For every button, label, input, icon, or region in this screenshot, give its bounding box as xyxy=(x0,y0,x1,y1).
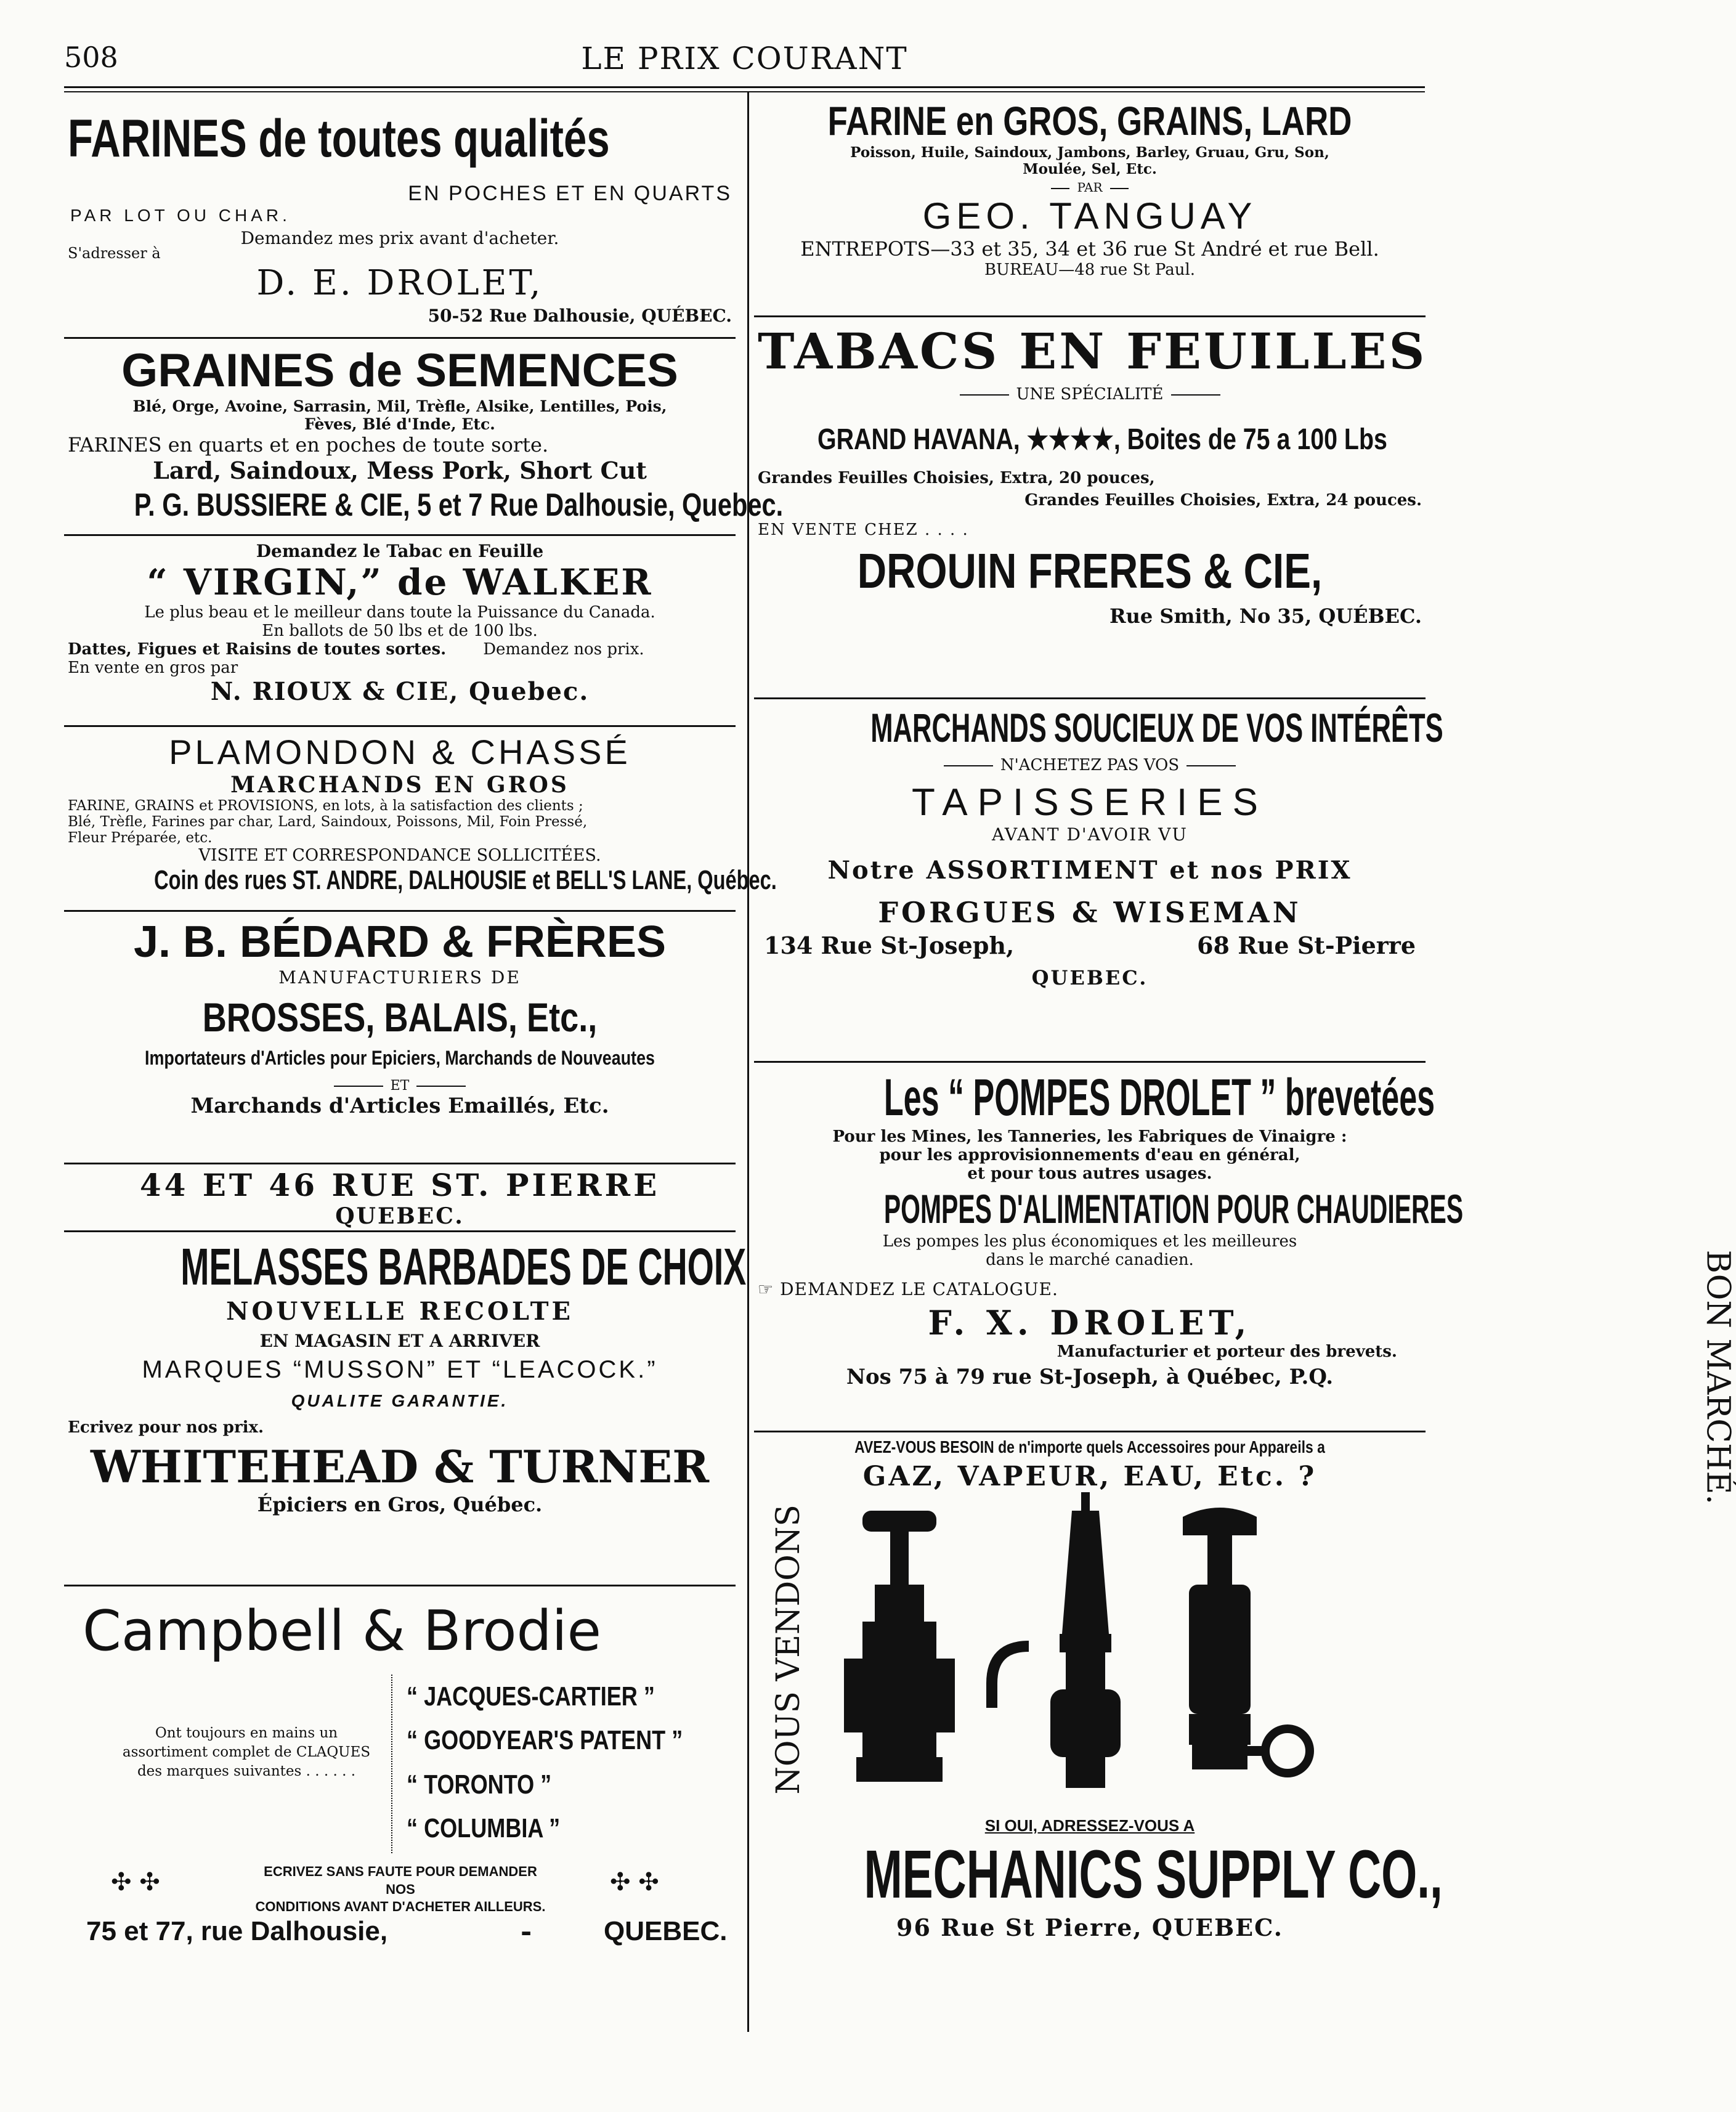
ad-line: MARQUES “MUSSON” ET “LEACOCK.” xyxy=(142,1356,658,1383)
pointing-hand-icon: ☞ xyxy=(758,1279,774,1299)
ad-virgin-rioux xyxy=(64,536,736,727)
ad-line: Blé, Orge, Avoine, Sarrasin, Mil, Trèfle, Alsike, Lentilles, Pois, xyxy=(132,397,667,415)
ad-title: GRAINES de SEMENCES xyxy=(121,344,678,397)
ad-line: ET xyxy=(390,1078,410,1094)
ad-line: Poisson, Huile, Saindoux, Jambons, Barley, Gruau, Gru, Son, xyxy=(850,144,1329,161)
ad-line: EN MAGASIN ET A ARRIVER xyxy=(259,1331,540,1351)
ad-line: QUALITE GARANTIE. xyxy=(291,1391,509,1410)
ad-line: ECRIVEZ SANS FAUTE POUR DEMANDER NOS xyxy=(264,1864,537,1897)
ad-line: AVEZ-VOUS BESOIN de n'importe quels Accessoires pour Appareils a xyxy=(854,1437,1325,1456)
ad-city: QUEBEC. xyxy=(335,1203,464,1229)
advertiser-name: FORGUES & WISEMAN xyxy=(878,896,1302,929)
ad-line: AVANT D'AVOIR VU xyxy=(992,824,1188,845)
ad-plamondon-chasse xyxy=(64,727,777,912)
ad-line: MANUFACTURIERS DE xyxy=(278,967,521,988)
ad-title: MARCHANDS SOUCIEUX DE VOS INTÉRÊTS xyxy=(870,705,1443,750)
advertiser-name: DROUIN FRERES & CIE, xyxy=(857,543,1323,598)
ad-tapisseries-forgues xyxy=(754,699,1443,1063)
ad-subtitle: MARCHANDS EN GROS xyxy=(230,772,569,798)
ad-line: Ont toujours en mains un xyxy=(155,1725,338,1741)
ad-line: Les pompes les plus économiques et les meilleures xyxy=(882,1232,1297,1251)
ad-title: PLAMONDON & CHASSÉ xyxy=(169,733,631,771)
ad-line: Épiciers en Gros, Québec. xyxy=(257,1493,543,1516)
ad-line: Moulée, Sel, Etc. xyxy=(1023,161,1157,177)
ad-line: Importateurs d'Articles pour Epiciers, Marchands de Nouveautes xyxy=(145,1047,655,1069)
ad-line: des marques suivantes . . . . . . xyxy=(137,1763,356,1780)
left-column xyxy=(64,92,784,1981)
ad-line: Pour les Mines, les Tanneries, les Fabriques de Vinaigre : xyxy=(832,1127,1347,1146)
ad-farines-drolet xyxy=(64,92,736,339)
ad-pompes-drolet xyxy=(754,1063,1464,1432)
ad-line: GAZ, VAPEUR, EAU, Etc. ? xyxy=(862,1461,1317,1492)
ad-line: Ecrivez pour nos prix. xyxy=(68,1418,264,1437)
header-rule xyxy=(64,86,1425,88)
ad-side-text: BON MARCHÉ. xyxy=(1699,1249,1736,1505)
ad-line: BUREAU—48 rue St Paul. xyxy=(984,261,1196,279)
ad-line: SI OUI, ADRESSEZ-VOUS A xyxy=(984,1816,1195,1835)
ad-line: Demandez le Tabac en Feuille xyxy=(256,541,544,561)
advertiser-city: QUEBEC. xyxy=(604,1916,728,1946)
ad-title: TABACS EN FEUILLES xyxy=(758,322,1427,380)
advertiser-address: 96 Rue St Pierre, QUEBEC. xyxy=(896,1914,1283,1941)
advertiser-city: QUEBEC. xyxy=(1031,966,1148,989)
ad-line: Fleur Préparée, etc. xyxy=(68,830,213,846)
notice xyxy=(253,1863,548,1916)
column-divider xyxy=(747,92,749,2032)
ad-address: 44 ET 46 RUE ST. PIERRE xyxy=(139,1167,660,1203)
valve-drawing xyxy=(758,1492,1429,1813)
page-number: 508 xyxy=(64,41,118,74)
ad-title: Campbell & Brodie xyxy=(83,1599,602,1663)
advertiser-name: GEO. TANGUAY xyxy=(922,195,1257,237)
ad-line: Dattes, Figues et Raisins de toutes sortes. xyxy=(68,640,447,659)
ad-line: EN POCHES ET EN QUARTS xyxy=(408,182,732,205)
ad-line: En vente en gros par xyxy=(68,659,238,677)
ad-line: CONDITIONS AVANT D'ACHETER AILLEURS. xyxy=(255,1899,546,1915)
ornament-icon: ✣ ✣ xyxy=(111,1868,160,1896)
advertiser-name: WHITEHEAD & TURNER xyxy=(90,1440,710,1493)
ad-title: MELASSES BARBADES DE CHOIX xyxy=(180,1238,747,1296)
advertiser-address: 68 Rue St-Pierre xyxy=(1197,932,1416,959)
ad-melasses-whitehead xyxy=(64,1232,747,1586)
brand-list xyxy=(407,1675,683,1850)
ad-line: PAR xyxy=(1077,180,1103,195)
ad-bedard-freres xyxy=(64,912,736,1164)
ad-title: Les “ POMPES DROLET ” brevetées xyxy=(883,1068,1435,1126)
steam-whistle-icon xyxy=(992,1492,1121,1788)
ad-line: Grandes Feuilles Choisies, Extra, 20 pouces, xyxy=(758,469,1155,487)
ad-title: FARINE en GROS, GRAINS, LARD xyxy=(827,98,1352,144)
page-header xyxy=(64,41,1425,84)
ad-line: DEMANDEZ LE CATALOGUE. xyxy=(780,1279,1058,1299)
right-column xyxy=(754,92,1736,1987)
brand-intro xyxy=(92,1724,400,1781)
ad-line: Blé, Trèfle, Farines par char, Lard, Saindoux, Poissons, Mil, Foin Pressé, xyxy=(68,814,588,830)
gate-valve-icon xyxy=(844,1511,955,1782)
ad-line: GRAND HAVANA, ★★★★, Boites de 75 a 100 Lbs xyxy=(817,423,1387,456)
advertiser-address: Rue Smith, No 35, QUÉBEC. xyxy=(1109,604,1422,628)
ad-line: FARINES en quarts et en poches de toute sorte. xyxy=(68,433,549,457)
ad-line: Lard, Saindoux, Mess Pork, Short Cut xyxy=(153,457,647,484)
ad-graines-bussiere xyxy=(64,339,784,536)
ad-campbell-brodie: Campbell & Brodie Ont toujours en mains un assortiment complet de CLAQUES des marques suivantes . . . . . . “ JACQUES-CARTIER ” “ GOODYEAR'S PATENT ” “ TORONTO ” “ COLUMBIA ” ✣ ✣ ECRIVEZ SANS FAUTE POUR DEMANDER NOS CONDITIONS AVANT D'ACHETER AILLEURS. ✣ ✣ 75 et 77, rue Dalhousie, - QUEBEC. xyxy=(64,1586,736,1981)
ad-line: assortiment complet de CLAQUES xyxy=(122,1744,371,1761)
ad-line: et pour tous autres usages. xyxy=(967,1164,1212,1183)
advertiser-address: 134 Rue St-Joseph, xyxy=(764,932,1015,959)
ad-line: FARINE, GRAINS et PROVISIONS, en lots, à la satisfaction des clients ; xyxy=(68,798,583,814)
brand-item: “ TORONTO ” xyxy=(407,1769,552,1800)
ad-line: EN VENTE CHEZ . . . . xyxy=(758,521,969,539)
globe-valve-icon xyxy=(1183,1508,1310,1773)
ad-line: En ballots de 50 lbs et de 100 lbs. xyxy=(262,622,538,640)
brand-item: “ GOODYEAR'S PATENT ” xyxy=(407,1725,683,1756)
ad-line: Marchands d'Articles Emaillés, Etc. xyxy=(190,1094,609,1118)
advertiser-name: P. G. BUSSIERE & CIE, 5 et 7 Rue Dalhousie, Quebec. xyxy=(134,487,784,523)
ad-title-secondary: POMPES D'ALIMENTATION POUR CHAUDIERES xyxy=(883,1186,1464,1232)
ad-line: Grandes Feuilles Choisies, Extra, 24 pouces. xyxy=(1024,491,1422,510)
ad-title: “ VIRGIN,” de WALKER xyxy=(147,561,653,603)
ad-line: S'adresser à xyxy=(68,245,161,262)
advertiser-name: MECHANICS SUPPLY CO., xyxy=(864,1837,1443,1912)
ad-line: Notre ASSORTIMENT et nos PRIX xyxy=(827,856,1352,885)
ad-line: VISITE ET CORRESPONDANCE SOLLICITÉES. xyxy=(198,846,601,865)
ad-line: dans le marché canadien. xyxy=(986,1251,1194,1269)
ad-line: pour les approvisionnements d'eau en général, xyxy=(879,1146,1300,1164)
brand-item: “ COLUMBIA ” xyxy=(407,1813,561,1843)
ad-line: Le plus beau et le meilleur dans toute la Puissance du Canada. xyxy=(144,603,655,622)
publication-title: LE PRIX COURANT xyxy=(581,41,908,76)
advertiser-name: D. E. DROLET, xyxy=(256,263,543,303)
brand-item: “ JACQUES-CARTIER ” xyxy=(407,1681,655,1712)
ad-line: Demandez mes prix avant d'acheter. xyxy=(240,228,559,248)
ad-line: Manufacturier et porteur des brevets. xyxy=(1057,1342,1397,1361)
advertiser-name: N. RIOUX & CIE, Quebec. xyxy=(210,677,590,706)
ad-line: Demandez nos prix. xyxy=(483,640,644,659)
ad-line: Fèves, Blé d'Inde, Etc. xyxy=(304,415,495,433)
advertiser-address: 75 et 77, rue Dalhousie, xyxy=(86,1916,388,1946)
ad-line: PAR LOT OU CHAR. xyxy=(70,206,291,225)
advertiser-address: Nos 75 à 79 rue St-Joseph, à Québec, P.Q. xyxy=(846,1365,1334,1389)
ad-rue-st-pierre xyxy=(64,1164,736,1232)
advertiser-address: Coin des rues ST. ANDRE, DALHOUSIE et BELL'S LANE, Québec. xyxy=(154,865,777,895)
ad-title: FARINES de toutes qualités xyxy=(68,109,610,168)
ad-big-word: TAPISSERIES xyxy=(912,781,1268,824)
advertiser-name: F. X. DROLET, xyxy=(928,1303,1252,1342)
ornament-icon: ✣ ✣ xyxy=(610,1868,659,1896)
ad-tanguay xyxy=(754,92,1426,317)
ad-line: NOUVELLE RECOLTE xyxy=(225,1297,574,1326)
ad-line: N'ACHETEZ PAS VOS xyxy=(1000,756,1180,774)
ad-title: J. B. BÉDARD & FRÈRES xyxy=(133,917,667,967)
ad-line: ENTREPOTS—33 et 35, 34 et 36 rue St André et rue Bell. xyxy=(800,237,1379,261)
ad-side-text: NOUS VENDONS xyxy=(770,1505,807,1795)
product-name: BROSSES, BALAIS, Etc., xyxy=(202,994,598,1040)
ad-tabacs-drouin xyxy=(754,317,1426,699)
ad-line: UNE SPÉCIALITÉ xyxy=(1016,385,1164,404)
advertiser-address: 50-52 Rue Dalhousie, QUÉBEC. xyxy=(428,306,732,326)
